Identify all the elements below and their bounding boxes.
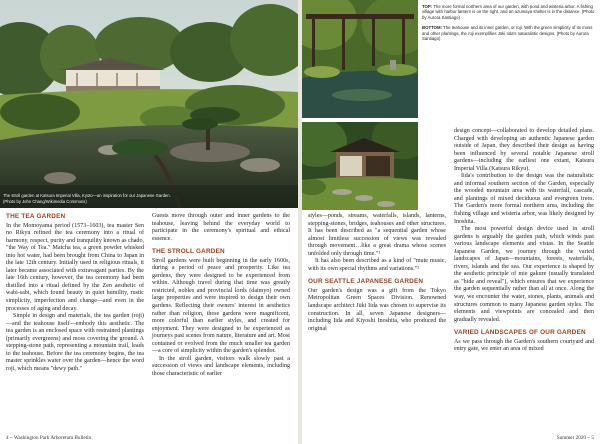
northern-garden-photo: [302, 0, 418, 118]
right-column-2: [454, 128, 594, 354]
right-page: [302, 0, 600, 444]
left-page: [0, 0, 298, 444]
tea-garden-heading: THE TEA GARDEN: [6, 213, 66, 220]
katsura-villa-illustration: [0, 0, 298, 208]
teahouse-photo: [302, 122, 418, 210]
seattle-garden-heading: OUR SEATTLE JAPANESE GARDEN: [308, 278, 424, 286]
right-folio: Summer 2020 ~ 5: [556, 435, 594, 441]
paragraph: It has also been described as a kind of "mute music, with its own special rhythms and variations."²: [308, 258, 446, 272]
wisteria-arbor-illustration: [302, 0, 418, 118]
paragraph: Our garden's design was a gift from the Tokyo Metropolitan Green Spaces Division. Renowned landscape architect Jūki Iida was chosen to supervise its construction. In all, seven Japanese designers—including Iida and Kiyoshi Inoshita, who produced the original: [308, 287, 446, 332]
teahouse-illustration: [302, 122, 418, 210]
paragraph: In the Momoyama period (1573–1603), tea master Sen no Rikyu refined the tea ceremony into a ritual of harmony, respect, purity and tranquility known as chado, "the Way of Tea." Matcha tea, a green powder whisked into hot water, had been brought from China to Japan in the late 12th century. Initially used in religious rituals, it later became associated with extravagant parties. By the late 16th century, however, the tea ceremony had been distilled into a ritual defined by the Zen aesthetic of wabi-sabi, which found beauty in quiet humility, rustic simplicity, imperfection and change—and even in the processes of aging and decay.: [6, 222, 144, 312]
paragraph: Stroll gardens were built beginning in the early 1600s, during a period of peace and prosperity. Like tea gardens, they were designed to be experienced from within. Although travel during that time was greatly restricted, nobles and provincial lords (daimyo) owned large properties and were inspired to design their own gardens. Reflecting their owners' interest in aesthetics rather than religion, these gardens were magnificent, more colorful than earlier styles, and created for enjoyment. They were designed to be experienced as journeys past scenes from nature, literature and art. Most contained or evolved from the much smaller tea garden—a core of simplicity within the garden's splendor.: [152, 257, 290, 355]
paragraph: design concept—collaborated to develop detailed plans. Charged with developing an authentic Japanese garden outside of Japan, they described their design as having been influenced by several notable Japanese stroll gardens—including the earliest one extant, Katsura Imperial Villa (Katsura Rikyu).: [454, 128, 594, 172]
photo-captions: [422, 4, 596, 47]
paragraph: Simple in design and materials, the tea garden (roji)—and the teahouse itself—embody this aesthetic. The tea garden is an enclosed space with restrained plantings (primarily evergreens) and moss covering the ground. A stepping-stone path, representing a mountain trail, leads to the teahouse. Before the tea ceremony begins, the tea master sprinkles water over the garden—hence the word roji, which means "dewy path.": [6, 313, 144, 372]
katsura-villa-photo: [0, 0, 298, 208]
bottom-caption: BOTTOM: The teahouse and its inner garden, or roji. With the green simplicity of its moss and other plantings, the roji exemplifies Jūki Iida's naturalistic designs. (Photo by Aurora Santiago): [422, 25, 593, 42]
varied-landscapes-heading: VARIED LANDSCAPES OF OUR GARDEN: [454, 329, 586, 337]
left-folio: 4 ~ Washington Park Arboretum Bulletin: [6, 435, 92, 441]
stroll-garden-heading: THE STROLL GARDEN: [152, 248, 225, 256]
right-column-1: [308, 213, 446, 333]
paragraph: As we pass through the Garden's southern courtyard and entry gate, we enter an area of mixed: [454, 338, 594, 353]
paragraph: Iida's contribution to the design was the naturalistic and informal southern section of the Garden, especially the wooded mountain area with its waterfall, cascade, and plantings of mixed deciduous and evergreen trees. The Garden's more formal northern area, including the fishing village and wisteria arbor, was likely designed by Inoshita.: [454, 173, 594, 225]
paragraph: The most powerful design device used in stroll gardens is arguably the garden path, which winds past various landscape elements and vistas. In the Seattle Japanese Garden, we journey through the varied landscapes of Japan—mountains, forests, waterfalls, rivers, islands and the sea. Our experience is shaped by the aesthetic principle of mie gakure (usually translated as "hide and reveal"), which ensures that we experience the garden sequentially rather than all at once. Along the way, we encounter the water, stones, plants, animals and structures common to many Japanese garden styles. The elements and viewpoints are concealed and then gradually revealed.: [454, 226, 594, 323]
paragraph: In the stroll garden, visitors walk slowly past a succession of views and landscape elements, including those characteristic of earlier: [152, 355, 290, 377]
top-caption: TOP: The more formal northern area of our garden, with pond and wisteria arbor. A fishing village with harbor lantern is on the right, and an azumaya shelter is in the distance. (Photo by Aurora Santiago): [422, 4, 595, 20]
paragraph: Guests move through outer and inner gardens to the teahouse, leaving behind the everyday world to participate in the ceremony's spiritual and ethical essence.: [152, 213, 290, 242]
left-column-1: [6, 213, 144, 373]
photo-caption: The stroll garden at Katsura Imperial Villa, Kyoto—an inspiration for our Japanese Garden. (Photo by John Chang/Wikimedia Commons): [3, 193, 171, 204]
paragraph: styles—ponds, streams, waterfalls, islands, lanterns, stepping-stones, bridges, teahouses and other structures. It has been described as "a sequential garden whose almost limitless succession of views was revealed through movement…like a great drama whose scenes unfolded only through time."¹: [308, 213, 446, 257]
left-column-2: [152, 213, 290, 378]
